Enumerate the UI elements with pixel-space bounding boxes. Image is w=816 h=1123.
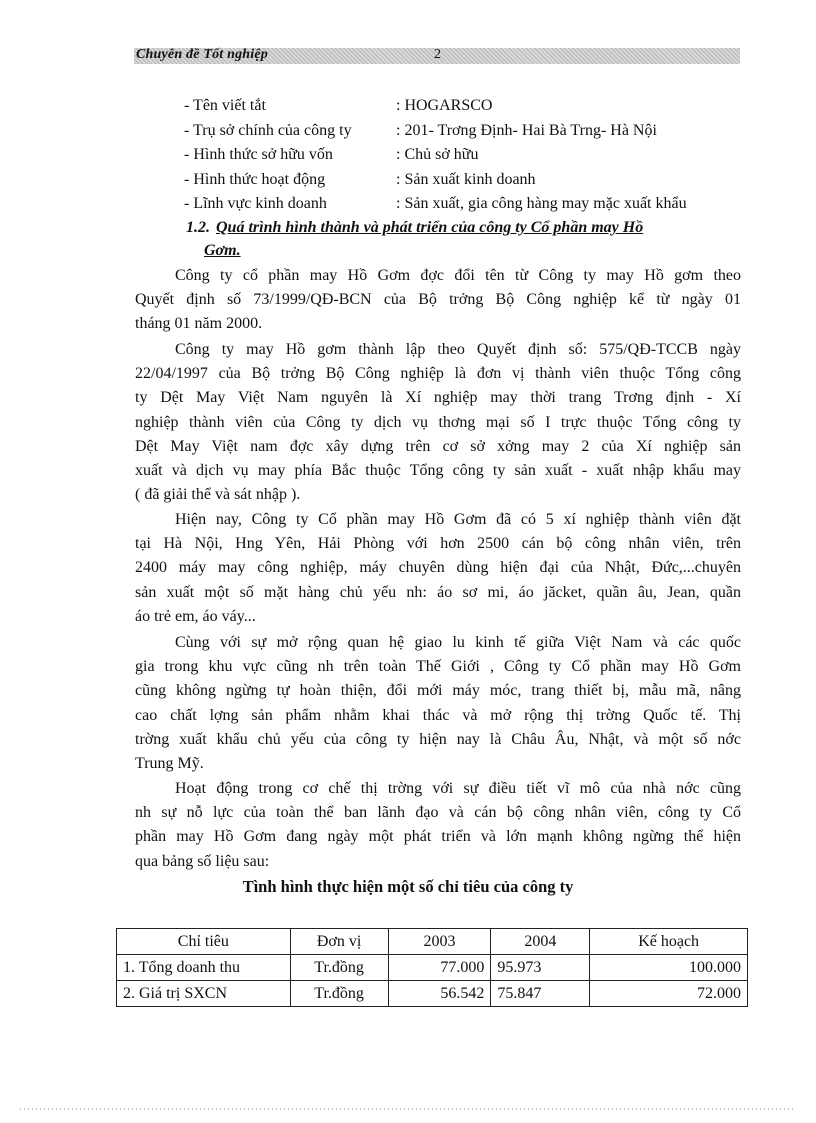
table-row <box>117 955 748 981</box>
info-value: : HOGARSCO <box>396 97 493 114</box>
info-label: - Hình thức hoạt động <box>184 170 326 188</box>
text-line: sản xuất một số mặt hàng chủ yếu nh: áo sơ mi, áo jăcket, quần âu, Jean, quần <box>135 583 741 601</box>
text-line: cũng không ngừng tự hoàn thiện, đổi mới máy móc, trang thiết bị, mẫu mã, nâng <box>135 682 741 700</box>
table-cell: Tr.đồng <box>290 955 388 981</box>
table-cell: 72.000 <box>590 981 748 1007</box>
text-line: tháng 01 năm 2000. <box>135 315 263 333</box>
paragraph-2 <box>135 338 741 507</box>
text-line: Cùng với sự mở rộng quan hệ giao lu kinh tế giữa Việt Nam và các quốc <box>175 634 741 651</box>
column-header: 2003 <box>388 929 491 955</box>
section-number: 1.2. <box>186 219 210 236</box>
text-line: Công ty may Hồ gơm thành lập theo Quyết định số: 575/QĐ-TCCB ngày <box>175 341 741 358</box>
info-value: : Sản xuất kinh doanh <box>396 170 536 188</box>
text-line: gia trong khu vực cũng nh trên toàn Thế Giới , Công ty Cổ phần may Hồ Gơm <box>135 658 741 676</box>
text-line: 2400 máy may công nghiệp, máy chuyên dùng hiện đại của Nhật, Đức,...chuyên <box>135 559 741 577</box>
section-heading <box>186 216 742 262</box>
table-cell: 77.000 <box>388 955 491 981</box>
table-cell: 56.542 <box>388 981 491 1007</box>
section-title-line1: Quá trình hình thành và phát triển của công ty Cổ phần may Hồ <box>216 219 644 236</box>
column-header: Chỉ tiêu <box>117 929 291 955</box>
paragraph-1 <box>135 264 741 337</box>
info-value: : 201- Trơng Định- Hai Bà Trng- Hà Nội <box>396 121 657 139</box>
header-title: Chuyên đề Tốt nghiệp <box>136 47 268 62</box>
table-cell: 75.847 <box>491 981 590 1007</box>
table-cell: Tr.đồng <box>290 981 388 1007</box>
table-cell: 2. Giá trị SXCN <box>117 981 291 1007</box>
page-number: 2 <box>434 47 441 62</box>
text-line: Hiện nay, Công ty Cổ phần may Hồ Gơm đã có 5 xí nghiệp thành viên đặt <box>175 511 741 528</box>
text-line: xuất và dịch vụ may phía Bắc thuộc Tổng công ty sản xuất - xuất nhập khẩu may <box>135 461 741 479</box>
page-bottom-divider <box>20 1108 796 1110</box>
table-cell: 1. Tổng doanh thu <box>117 955 291 981</box>
text-line: nghiệp thành viên của Công ty dịch vụ thơng mại số I trực thuộc Tổng công ty <box>135 413 741 431</box>
table-cell: 95.973 <box>491 955 590 981</box>
text-line: ty Dệt May Việt Nam nguyên là Xí nghiệp may thời trang Trơng định - Xí <box>135 389 741 407</box>
text-line: Quyết định số 73/1999/QĐ-BCN của Bộ trởng Bộ Công nghiệp kể từ ngày 01 <box>135 291 741 309</box>
page-header-bar <box>134 48 740 64</box>
text-line: Công ty cổ phần may Hồ Gơm đợc đổi tên từ Công ty may Hồ gơm theo <box>175 267 741 284</box>
text-line: qua bảng số liệu sau: <box>135 852 270 870</box>
column-header: Đơn vị <box>290 929 388 955</box>
paragraph-3 <box>135 508 741 629</box>
text-line: tại Hà Nội, Hng Yên, Hải Phòng với hơn 2500 cán bộ công nhân viên, trên <box>135 535 741 553</box>
text-line: Trung Mỹ. <box>135 754 204 772</box>
text-line: trờng xuất khẩu chủ yếu của công ty hiện nay là Châu Âu, Nhật, và một số nớc <box>135 730 741 748</box>
text-line: áo trẻ em, áo váy... <box>135 607 256 625</box>
indicators-table <box>116 928 748 1007</box>
info-value: : Sản xuất, gia công hàng may mặc xuất khẩu <box>396 195 687 212</box>
info-value: : Chủ sở hữu <box>396 146 479 163</box>
column-header: 2004 <box>491 929 590 955</box>
paragraph-4 <box>135 631 741 776</box>
text-line: Dệt May Việt nam đợc xây dựng trên cơ sở xởng may 2 của Xí nghiệp sản <box>135 437 741 455</box>
info-label: - Tên viết tắt <box>184 97 266 114</box>
table-title: Tình hình thực hiện một số chỉ tiêu của công ty <box>242 877 574 896</box>
table-header-row <box>117 929 748 955</box>
info-label: - Lĩnh vực kinh doanh <box>184 195 327 212</box>
column-header: Kế hoạch <box>590 929 748 955</box>
text-line: nh sự nỗ lực của toàn thể ban lãnh đạo và cán bộ công nhân viên, công ty Cổ <box>135 804 741 822</box>
info-label: - Hình thức sở hữu vốn <box>184 146 333 163</box>
text-line: ( đã giải thể và sát nhập ). <box>135 486 301 504</box>
text-line: 22/04/1997 của Bộ trởng Bộ Công nghiệp là đơn vị thành viên thuộc Tổng công <box>135 365 741 383</box>
info-label: - Trụ sở chính của công ty <box>184 121 352 139</box>
text-line: Hoạt động trong cơ chế thị trờng với sự điều tiết vĩ mô của nhà nớc cũng <box>175 780 741 797</box>
table-row <box>117 981 748 1007</box>
section-title-line2: Gơm. <box>204 242 241 259</box>
paragraph-5 <box>135 777 741 874</box>
text-line: cao chất lợng sản phẩm nhằm khai thác và mở rộng thị trờng Quốc tế. Thị <box>135 706 741 724</box>
text-line: phần may Hồ Gơm đang ngày một phát triển và lớn mạnh không ngừng thể hiện <box>135 828 741 846</box>
table-cell: 100.000 <box>590 955 748 981</box>
